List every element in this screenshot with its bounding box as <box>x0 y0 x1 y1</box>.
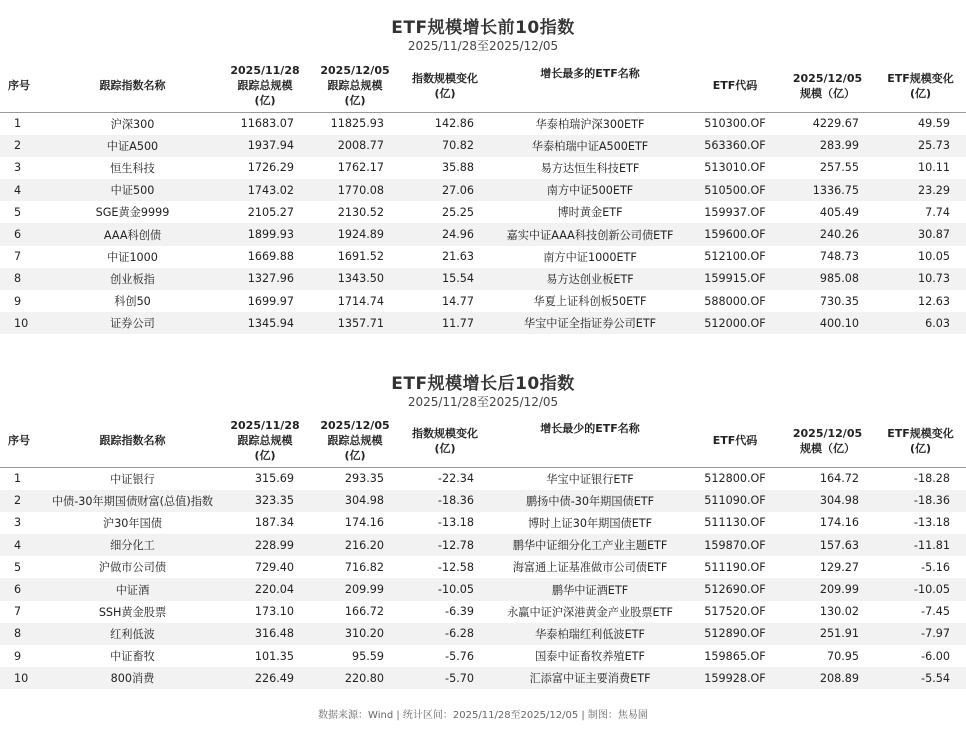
cell-etf-scale: 208.89 <box>780 667 875 689</box>
cell-etf-name: 博时黄金ETF <box>490 201 690 223</box>
cell-scale-start: 1899.93 <box>220 223 310 245</box>
cell-change: -10.05 <box>400 578 490 600</box>
cell-change: -5.76 <box>400 645 490 667</box>
cell-etf-scale: 164.72 <box>780 467 875 490</box>
cell-etf-scale: 257.55 <box>780 157 875 179</box>
cell-etf-scale: 400.10 <box>780 312 875 334</box>
table-row <box>0 268 966 290</box>
cell-etf-code: 510500.OF <box>690 179 780 201</box>
cell-index-name: 科创50 <box>45 290 220 312</box>
footer-source: 数据来源：Wind | 统计区间：2025/11/28至2025/12/05 | 制图：焦易園 <box>318 710 648 721</box>
cell-etf-scale: 209.99 <box>780 578 875 600</box>
header-etf-code: ETF代码 <box>690 60 780 112</box>
cell-scale-start: 1669.88 <box>220 246 310 268</box>
cell-idx: 9 <box>0 290 45 312</box>
cell-index-name: SGE黄金9999 <box>45 201 220 223</box>
top-header-row <box>0 60 966 112</box>
cell-scale-end: 216.20 <box>310 534 400 556</box>
cell-etf-change: -18.36 <box>875 490 966 512</box>
cell-etf-scale: 240.26 <box>780 223 875 245</box>
cell-etf-name: 鹏华中证细分化工产业主题ETF <box>490 534 690 556</box>
header-index-name: 跟踪指数名称 <box>45 60 220 112</box>
cell-etf-change: -7.97 <box>875 623 966 645</box>
header-scale-start: 2025/11/28 跟踪总规模 (亿) <box>220 415 310 467</box>
cell-etf-name: 易方达创业板ETF <box>490 268 690 290</box>
cell-index-name: 800消费 <box>45 667 220 689</box>
header-etf-change: ETF规模变化 (亿) <box>875 60 966 112</box>
cell-etf-scale: 157.63 <box>780 534 875 556</box>
cell-scale-end: 304.98 <box>310 490 400 512</box>
cell-etf-scale: 174.16 <box>780 512 875 534</box>
cell-index-name: AAA科创债 <box>45 223 220 245</box>
table-row <box>0 667 966 689</box>
cell-scale-start: 226.49 <box>220 667 310 689</box>
table-row <box>0 246 966 268</box>
cell-etf-scale: 304.98 <box>780 490 875 512</box>
cell-etf-change: -5.54 <box>875 667 966 689</box>
cell-idx: 5 <box>0 556 45 578</box>
cell-etf-change: -11.81 <box>875 534 966 556</box>
cell-etf-scale: 405.49 <box>780 201 875 223</box>
cell-idx: 7 <box>0 601 45 623</box>
cell-idx: 8 <box>0 268 45 290</box>
cell-idx: 9 <box>0 645 45 667</box>
table-row <box>0 179 966 201</box>
cell-index-name: SSH黄金股票 <box>45 601 220 623</box>
table-row <box>0 556 966 578</box>
cell-scale-start: 323.35 <box>220 490 310 512</box>
cell-etf-name: 华泰柏瑞中证A500ETF <box>490 135 690 157</box>
cell-change: 35.88 <box>400 157 490 179</box>
cell-etf-code: 588000.OF <box>690 290 780 312</box>
cell-index-name: 沪做市公司债 <box>45 556 220 578</box>
cell-scale-start: 1743.02 <box>220 179 310 201</box>
cell-change: 27.06 <box>400 179 490 201</box>
table-row <box>0 467 966 490</box>
cell-change: -18.36 <box>400 490 490 512</box>
cell-etf-code: 159865.OF <box>690 645 780 667</box>
top-table-body <box>0 112 966 334</box>
table-row <box>0 601 966 623</box>
cell-etf-code: 511190.OF <box>690 556 780 578</box>
cell-idx: 6 <box>0 578 45 600</box>
cell-etf-code: 511090.OF <box>690 490 780 512</box>
cell-index-name: 红利低波 <box>45 623 220 645</box>
cell-index-name: 中证1000 <box>45 246 220 268</box>
cell-change: 14.77 <box>400 290 490 312</box>
cell-scale-start: 1937.94 <box>220 135 310 157</box>
cell-idx: 5 <box>0 201 45 223</box>
cell-idx: 1 <box>0 112 45 135</box>
table-row <box>0 135 966 157</box>
cell-etf-name: 鹏华中证酒ETF <box>490 578 690 600</box>
header-index-name: 跟踪指数名称 <box>45 415 220 467</box>
cell-index-name: 证券公司 <box>45 312 220 334</box>
cell-scale-start: 315.69 <box>220 467 310 490</box>
table-row <box>0 290 966 312</box>
header-change: 指数规模变化 (亿) <box>400 415 490 467</box>
cell-etf-change: 49.59 <box>875 112 966 135</box>
bottom-table-body <box>0 467 966 689</box>
cell-index-name: 中证500 <box>45 179 220 201</box>
cell-scale-start: 316.48 <box>220 623 310 645</box>
table-row <box>0 645 966 667</box>
cell-scale-start: 1345.94 <box>220 312 310 334</box>
cell-scale-end: 174.16 <box>310 512 400 534</box>
cell-etf-code: 512100.OF <box>690 246 780 268</box>
cell-etf-code: 563360.OF <box>690 135 780 157</box>
cell-etf-code: 511130.OF <box>690 512 780 534</box>
cell-etf-name: 华宝中证全指证券公司ETF <box>490 312 690 334</box>
cell-index-name: 细分化工 <box>45 534 220 556</box>
cell-etf-name: 华泰柏瑞沪深300ETF <box>490 112 690 135</box>
cell-idx: 4 <box>0 179 45 201</box>
bottom-table <box>0 415 966 689</box>
cell-change: -13.18 <box>400 512 490 534</box>
header-idx: 序号 <box>0 60 45 112</box>
cell-etf-code: 510300.OF <box>690 112 780 135</box>
cell-scale-end: 2130.52 <box>310 201 400 223</box>
cell-etf-name: 华夏上证科创板50ETF <box>490 290 690 312</box>
cell-scale-end: 220.80 <box>310 667 400 689</box>
cell-etf-change: -18.28 <box>875 467 966 490</box>
cell-idx: 4 <box>0 534 45 556</box>
cell-change: -5.70 <box>400 667 490 689</box>
cell-index-name: 沪深300 <box>45 112 220 135</box>
cell-etf-code: 159915.OF <box>690 268 780 290</box>
cell-scale-end: 310.20 <box>310 623 400 645</box>
cell-scale-end: 1924.89 <box>310 223 400 245</box>
cell-etf-name: 永赢中证沪深港黄金产业股票ETF <box>490 601 690 623</box>
cell-etf-name: 博时上证30年期国债ETF <box>490 512 690 534</box>
cell-scale-end: 166.72 <box>310 601 400 623</box>
table-row <box>0 512 966 534</box>
cell-etf-name: 海富通上证基准做市公司债ETF <box>490 556 690 578</box>
cell-etf-change: 10.73 <box>875 268 966 290</box>
table-row <box>0 534 966 556</box>
cell-etf-change: -6.00 <box>875 645 966 667</box>
cell-etf-code: 513010.OF <box>690 157 780 179</box>
cell-change: -6.39 <box>400 601 490 623</box>
cell-scale-start: 187.34 <box>220 512 310 534</box>
cell-etf-code: 512000.OF <box>690 312 780 334</box>
cell-index-name: 中证酒 <box>45 578 220 600</box>
table-row <box>0 223 966 245</box>
top-title: ETF规模增长前10指数 <box>391 18 575 38</box>
cell-scale-end: 1770.08 <box>310 179 400 201</box>
bottom-subtitle: 2025/11/28至2025/12/05 <box>407 395 559 409</box>
cell-idx: 3 <box>0 512 45 534</box>
cell-scale-end: 2008.77 <box>310 135 400 157</box>
cell-etf-scale: 70.95 <box>780 645 875 667</box>
table-row <box>0 201 966 223</box>
cell-scale-end: 11825.93 <box>310 112 400 135</box>
cell-idx: 7 <box>0 246 45 268</box>
cell-etf-change: 12.63 <box>875 290 966 312</box>
header-etf-code: ETF代码 <box>690 415 780 467</box>
cell-idx: 3 <box>0 157 45 179</box>
cell-scale-start: 173.10 <box>220 601 310 623</box>
cell-scale-end: 95.59 <box>310 645 400 667</box>
cell-etf-change: 23.29 <box>875 179 966 201</box>
cell-etf-change: 6.03 <box>875 312 966 334</box>
cell-etf-code: 159600.OF <box>690 223 780 245</box>
cell-etf-change: -13.18 <box>875 512 966 534</box>
table-row <box>0 157 966 179</box>
cell-etf-scale: 130.02 <box>780 601 875 623</box>
cell-scale-end: 209.99 <box>310 578 400 600</box>
cell-idx: 2 <box>0 490 45 512</box>
cell-etf-scale: 1336.75 <box>780 179 875 201</box>
cell-etf-scale: 283.99 <box>780 135 875 157</box>
header-etf-name: 增长最少的ETF名称 <box>490 415 690 467</box>
cell-change: 11.77 <box>400 312 490 334</box>
cell-change: 142.86 <box>400 112 490 135</box>
cell-etf-code: 512890.OF <box>690 623 780 645</box>
cell-etf-code: 159870.OF <box>690 534 780 556</box>
cell-index-name: 中证畜牧 <box>45 645 220 667</box>
top-subtitle: 2025/11/28至2025/12/05 <box>407 39 559 53</box>
cell-index-name: 中债-30年期国债财富(总值)指数 <box>45 490 220 512</box>
table-row <box>0 623 966 645</box>
cell-scale-end: 1357.71 <box>310 312 400 334</box>
cell-scale-start: 729.40 <box>220 556 310 578</box>
cell-etf-change: -7.45 <box>875 601 966 623</box>
bottom-header-row <box>0 415 966 467</box>
cell-etf-name: 嘉实中证AAA科技创新公司债ETF <box>490 223 690 245</box>
bottom-title: ETF规模增长后10指数 <box>391 374 575 394</box>
cell-etf-name: 国泰中证畜牧养殖ETF <box>490 645 690 667</box>
cell-etf-scale: 4229.67 <box>780 112 875 135</box>
cell-scale-end: 1762.17 <box>310 157 400 179</box>
cell-scale-start: 101.35 <box>220 645 310 667</box>
cell-scale-end: 716.82 <box>310 556 400 578</box>
cell-scale-end: 1691.52 <box>310 246 400 268</box>
cell-index-name: 中证银行 <box>45 467 220 490</box>
cell-etf-change: -10.05 <box>875 578 966 600</box>
cell-etf-code: 512690.OF <box>690 578 780 600</box>
cell-etf-code: 159937.OF <box>690 201 780 223</box>
cell-etf-name: 南方中证500ETF <box>490 179 690 201</box>
cell-etf-name: 华泰柏瑞红利低波ETF <box>490 623 690 645</box>
cell-change: 70.82 <box>400 135 490 157</box>
header-scale-end: 2025/12/05 跟踪总规模 (亿) <box>310 415 400 467</box>
cell-etf-change: 10.05 <box>875 246 966 268</box>
cell-scale-start: 1726.29 <box>220 157 310 179</box>
cell-scale-start: 1699.97 <box>220 290 310 312</box>
cell-etf-change: 7.74 <box>875 201 966 223</box>
table-row <box>0 112 966 135</box>
header-etf-scale: 2025/12/05 规模（亿） <box>780 60 875 112</box>
header-scale-end: 2025/12/05 跟踪总规模 (亿) <box>310 60 400 112</box>
cell-etf-change: 30.87 <box>875 223 966 245</box>
cell-scale-start: 2105.27 <box>220 201 310 223</box>
cell-etf-name: 汇添富中证主要消费ETF <box>490 667 690 689</box>
cell-index-name: 恒生科技 <box>45 157 220 179</box>
header-idx: 序号 <box>0 415 45 467</box>
cell-idx: 6 <box>0 223 45 245</box>
table-row <box>0 578 966 600</box>
cell-etf-change: -5.16 <box>875 556 966 578</box>
table-row <box>0 490 966 512</box>
cell-etf-code: 159928.OF <box>690 667 780 689</box>
cell-change: -22.34 <box>400 467 490 490</box>
cell-etf-name: 易方达恒生科技ETF <box>490 157 690 179</box>
cell-index-name: 中证A500 <box>45 135 220 157</box>
cell-scale-start: 220.04 <box>220 578 310 600</box>
cell-change: -12.58 <box>400 556 490 578</box>
cell-scale-start: 11683.07 <box>220 112 310 135</box>
cell-etf-scale: 129.27 <box>780 556 875 578</box>
cell-idx: 8 <box>0 623 45 645</box>
cell-idx: 2 <box>0 135 45 157</box>
cell-etf-change: 10.11 <box>875 157 966 179</box>
header-change: 指数规模变化 (亿) <box>400 60 490 112</box>
cell-scale-end: 1343.50 <box>310 268 400 290</box>
header-etf-name: 增长最多的ETF名称 <box>490 60 690 112</box>
table-row <box>0 312 966 334</box>
cell-index-name: 沪30年国债 <box>45 512 220 534</box>
cell-change: 21.63 <box>400 246 490 268</box>
cell-idx: 10 <box>0 312 45 334</box>
cell-change: -12.78 <box>400 534 490 556</box>
cell-idx: 10 <box>0 667 45 689</box>
cell-etf-code: 517520.OF <box>690 601 780 623</box>
cell-etf-name: 华宝中证银行ETF <box>490 467 690 490</box>
cell-scale-end: 1714.74 <box>310 290 400 312</box>
cell-index-name: 创业板指 <box>45 268 220 290</box>
cell-etf-scale: 730.35 <box>780 290 875 312</box>
header-scale-start: 2025/11/28 跟踪总规模 (亿) <box>220 60 310 112</box>
cell-change: 25.25 <box>400 201 490 223</box>
cell-etf-scale: 748.73 <box>780 246 875 268</box>
cell-scale-end: 293.35 <box>310 467 400 490</box>
cell-change: 24.96 <box>400 223 490 245</box>
cell-etf-change: 25.73 <box>875 135 966 157</box>
header-etf-scale: 2025/12/05 规模（亿） <box>780 415 875 467</box>
cell-etf-scale: 251.91 <box>780 623 875 645</box>
top-table <box>0 60 966 334</box>
cell-scale-start: 228.99 <box>220 534 310 556</box>
cell-etf-name: 南方中证1000ETF <box>490 246 690 268</box>
cell-idx: 1 <box>0 467 45 490</box>
header-etf-change: ETF规模变化 (亿) <box>875 415 966 467</box>
cell-change: -6.28 <box>400 623 490 645</box>
cell-etf-code: 512800.OF <box>690 467 780 490</box>
cell-etf-scale: 985.08 <box>780 268 875 290</box>
cell-scale-start: 1327.96 <box>220 268 310 290</box>
cell-etf-name: 鹏扬中债-30年期国债ETF <box>490 490 690 512</box>
cell-change: 15.54 <box>400 268 490 290</box>
